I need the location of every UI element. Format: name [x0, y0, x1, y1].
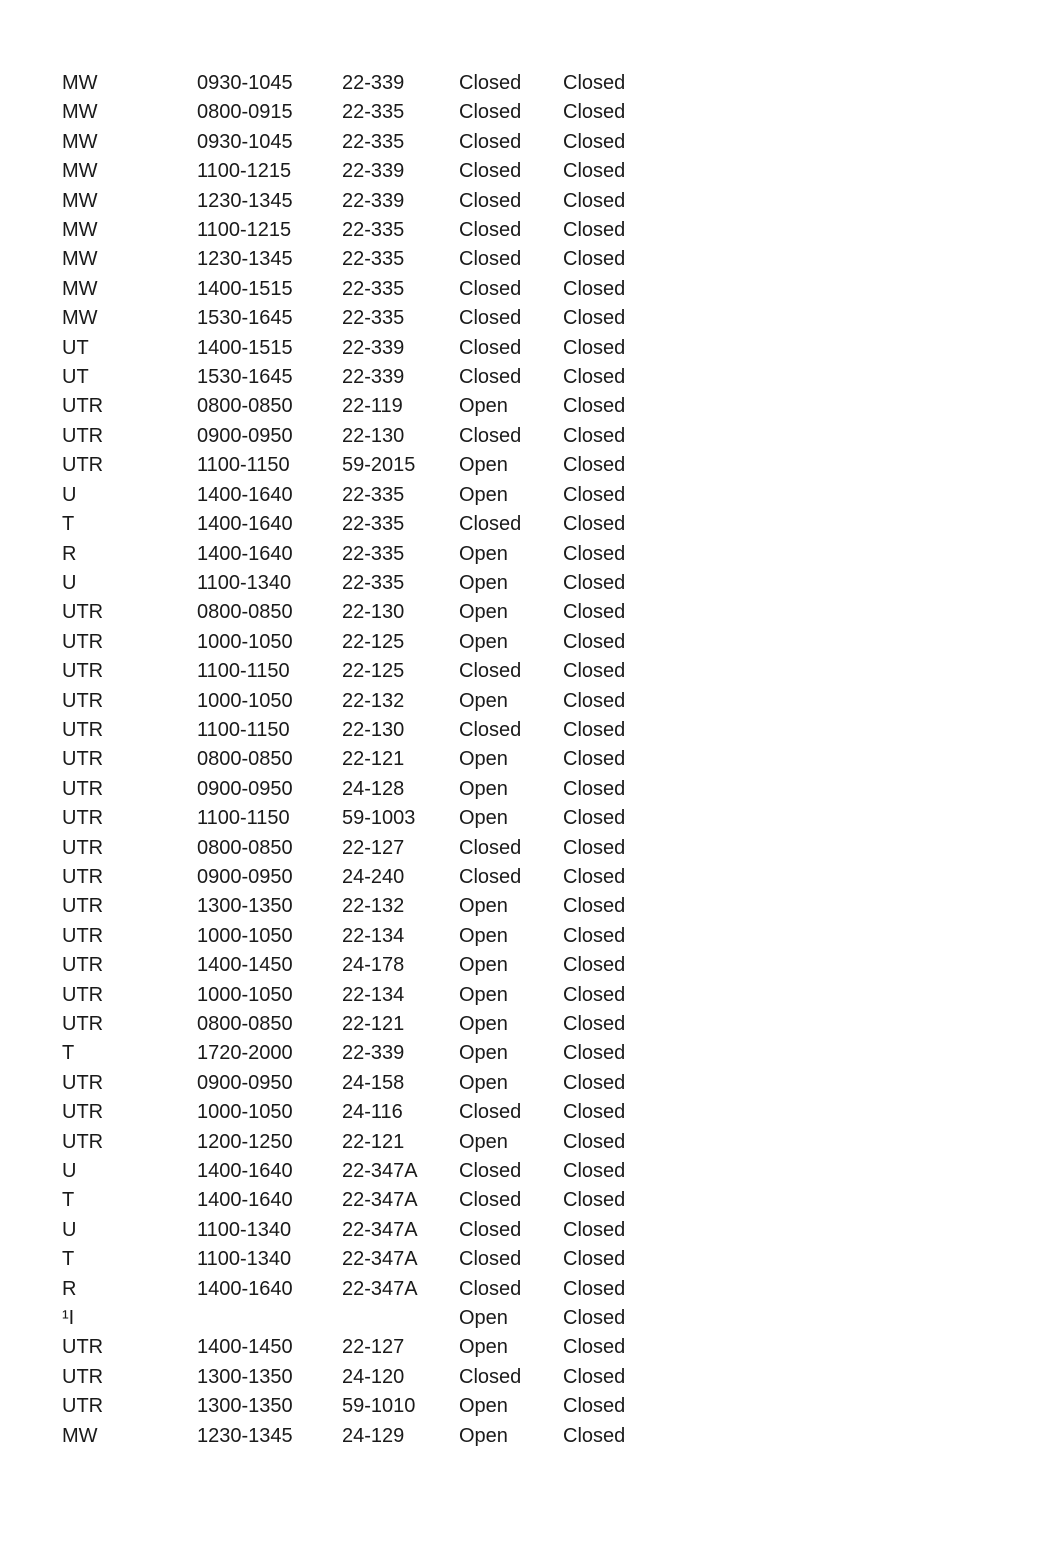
room-cell: 22-335	[342, 219, 405, 242]
days-cell: MW	[62, 101, 98, 124]
days-cell: UTR	[62, 1071, 104, 1094]
second-status-cell: Closed	[563, 1013, 626, 1035]
status-cell: Open	[459, 748, 508, 771]
days-cell: UTR	[62, 454, 104, 477]
table-row	[62, 598, 643, 627]
status-cell: Open	[459, 454, 508, 477]
days-cell: UTR	[62, 660, 104, 683]
time-cell: 0930-1045	[197, 130, 293, 153]
room-cell: 22-339	[342, 189, 405, 212]
time-cell	[197, 1304, 342, 1333]
time-cell: 1400-1640	[197, 1277, 293, 1300]
time-cell: 0900-0950	[197, 777, 293, 800]
days-cell: UTR	[62, 865, 104, 888]
days-cell: UTR	[62, 630, 104, 653]
table-row	[62, 1333, 643, 1362]
days-cell: T	[62, 1248, 75, 1271]
table-row	[62, 451, 643, 480]
time-cell: 1300-1350	[197, 1365, 293, 1388]
room-cell: 22-335	[342, 101, 405, 124]
table-row	[62, 745, 643, 774]
table-row	[62, 128, 643, 157]
second-status-cell: Closed	[563, 748, 626, 771]
second-status-cell: Closed	[563, 865, 626, 888]
room-cell: 22-335	[342, 542, 405, 565]
time-cell: 0800-0850	[197, 1013, 293, 1035]
table-row	[62, 334, 643, 363]
room-cell: 22-335	[342, 248, 405, 271]
room-cell: 24-240	[342, 865, 405, 888]
time-cell: 1300-1350	[197, 895, 293, 918]
room-cell: 22-335	[342, 307, 405, 330]
days-cell: U	[62, 1160, 77, 1183]
time-cell: 1400-1515	[197, 336, 293, 359]
days-cell: UTR	[62, 395, 104, 418]
table-row	[62, 1216, 643, 1245]
room-cell: 22-339	[342, 336, 405, 359]
second-status-cell: Closed	[563, 571, 626, 594]
room-cell: 24-128	[342, 777, 405, 800]
days-cell: UTR	[62, 777, 104, 800]
days-cell: UTR	[62, 718, 104, 741]
days-cell: UTR	[62, 689, 104, 712]
second-status-cell: Closed	[563, 513, 626, 536]
days-cell: MW	[62, 130, 98, 153]
status-cell: Open	[459, 1071, 508, 1094]
second-status-cell: Closed	[563, 483, 626, 506]
days-cell: U	[62, 483, 77, 506]
second-status-cell: Closed	[563, 1424, 626, 1447]
time-cell: 0800-0850	[197, 748, 293, 771]
days-cell: UTR	[62, 954, 104, 977]
second-status-cell: Closed	[563, 1218, 626, 1241]
time-cell: 1100-1150	[197, 660, 290, 683]
days-cell: UTR	[62, 924, 104, 947]
status-cell: Closed	[459, 718, 522, 741]
table-row	[62, 1186, 643, 1215]
second-status-cell: Closed	[563, 395, 626, 418]
status-cell: Closed	[459, 1101, 522, 1124]
days-cell: UT	[62, 366, 89, 389]
days-cell: MW	[62, 307, 98, 330]
status-cell: Closed	[459, 836, 522, 859]
second-status-cell: Closed	[563, 1042, 626, 1065]
status-cell: Open	[459, 1395, 508, 1418]
second-status-cell: Closed	[563, 1395, 626, 1418]
second-status-cell: Closed	[563, 1365, 626, 1388]
table-row	[62, 922, 643, 951]
time-cell: 1400-1640	[197, 1160, 293, 1183]
status-cell: Open	[459, 1013, 508, 1035]
time-cell: 1230-1345	[197, 189, 293, 212]
second-status-cell: Closed	[563, 924, 626, 947]
days-cell: UTR	[62, 1336, 104, 1359]
room-cell: 22-335	[342, 130, 405, 153]
time-cell: 1000-1050	[197, 689, 293, 712]
second-status-cell: Closed	[563, 454, 626, 477]
status-cell: Closed	[459, 1248, 522, 1271]
second-status-cell: Closed	[563, 189, 626, 212]
status-cell: Closed	[459, 424, 522, 447]
second-status-cell: Closed	[563, 1307, 626, 1330]
room-cell: 22-132	[342, 689, 405, 712]
status-cell: Open	[459, 1336, 508, 1359]
second-status-cell: Closed	[563, 807, 626, 830]
table-row	[62, 628, 643, 657]
second-status-cell: Closed	[563, 248, 626, 271]
status-cell: Closed	[459, 219, 522, 242]
table-row	[62, 69, 643, 98]
status-cell: Open	[459, 601, 508, 624]
second-status-cell: Closed	[563, 1101, 626, 1124]
second-status-cell: Closed	[563, 1160, 626, 1183]
table-row	[62, 1010, 643, 1039]
status-cell: Closed	[459, 101, 522, 124]
days-cell: T	[62, 1042, 75, 1065]
room-cell: 22-130	[342, 718, 405, 741]
second-status-cell: Closed	[563, 836, 626, 859]
time-cell: 1100-1150	[197, 718, 290, 741]
time-cell: 1720-2000	[197, 1042, 293, 1065]
time-cell: 0900-0950	[197, 424, 293, 447]
status-cell: Closed	[459, 1365, 522, 1388]
days-cell: MW	[62, 72, 98, 94]
days-cell: R	[62, 542, 77, 565]
table-row	[62, 804, 643, 833]
table-row	[62, 392, 643, 421]
status-cell: Closed	[459, 336, 522, 359]
status-cell: Open	[459, 983, 508, 1006]
days-cell: UTR	[62, 1013, 104, 1035]
second-status-cell: Closed	[563, 689, 626, 712]
status-cell: Open	[459, 1424, 508, 1447]
status-cell: Closed	[459, 513, 522, 536]
second-status-cell: Closed	[563, 601, 626, 624]
table-row	[62, 1039, 643, 1068]
table-row	[62, 892, 643, 921]
time-cell: 1230-1345	[197, 248, 293, 271]
table-row	[62, 1422, 643, 1451]
time-cell: 1400-1640	[197, 542, 293, 565]
second-status-cell: Closed	[563, 1189, 626, 1212]
table-row	[62, 422, 643, 451]
days-cell: MW	[62, 1424, 98, 1447]
time-cell: 1400-1450	[197, 954, 293, 977]
schedule-table	[62, 69, 643, 1451]
room-cell: 22-132	[342, 895, 405, 918]
room-cell: 22-121	[342, 1130, 405, 1153]
second-status-cell: Closed	[563, 542, 626, 565]
second-status-cell: Closed	[563, 777, 626, 800]
second-status-cell: Closed	[563, 130, 626, 153]
room-cell: 22-347A	[342, 1218, 418, 1241]
status-cell: Open	[459, 807, 508, 830]
room-cell: 22-127	[342, 1336, 405, 1359]
room-cell	[342, 1304, 459, 1333]
second-status-cell: Closed	[563, 72, 626, 94]
time-cell: 1300-1350	[197, 1395, 293, 1418]
status-cell: Open	[459, 954, 508, 977]
room-cell: 59-2015	[342, 454, 416, 477]
table-row	[62, 1128, 643, 1157]
time-cell: 0930-1045	[197, 72, 293, 94]
days-cell: MW	[62, 189, 98, 212]
time-cell: 1530-1645	[197, 307, 293, 330]
time-cell: 0800-0850	[197, 395, 293, 418]
room-cell: 22-347A	[342, 1277, 418, 1300]
time-cell: 1100-1150	[197, 454, 290, 477]
days-cell: UTR	[62, 807, 104, 830]
days-cell: MW	[62, 219, 98, 242]
second-status-cell: Closed	[563, 366, 626, 389]
second-status-cell: Closed	[563, 1336, 626, 1359]
days-cell: R	[62, 1277, 77, 1300]
status-cell: Open	[459, 483, 508, 506]
second-status-cell: Closed	[563, 660, 626, 683]
status-cell: Closed	[459, 366, 522, 389]
second-status-cell: Closed	[563, 954, 626, 977]
days-cell: UTR	[62, 1130, 104, 1153]
status-cell: Closed	[459, 1189, 522, 1212]
room-cell: 22-134	[342, 924, 405, 947]
second-status-cell: Closed	[563, 307, 626, 330]
room-cell: 24-129	[342, 1424, 405, 1447]
table-row	[62, 304, 643, 333]
table-row	[62, 157, 643, 186]
table-row	[62, 1392, 643, 1421]
days-cell: T	[62, 1189, 75, 1212]
days-cell: UT	[62, 336, 89, 359]
second-status-cell: Closed	[563, 219, 626, 242]
schedule-table-body	[62, 69, 643, 1451]
status-cell: Closed	[459, 660, 522, 683]
room-cell: 22-335	[342, 513, 405, 536]
time-cell: 1400-1515	[197, 277, 293, 300]
status-cell: Closed	[459, 1160, 522, 1183]
status-cell: Closed	[459, 130, 522, 153]
time-cell: 1000-1050	[197, 630, 293, 653]
second-status-cell: Closed	[563, 630, 626, 653]
time-cell: 1200-1250	[197, 1130, 293, 1153]
table-row	[62, 1363, 643, 1392]
table-row	[62, 187, 643, 216]
room-cell: 22-335	[342, 483, 405, 506]
room-cell: 22-119	[342, 395, 403, 418]
status-cell: Closed	[459, 160, 522, 183]
time-cell: 1100-1340	[197, 1218, 292, 1241]
room-cell: 22-130	[342, 424, 405, 447]
days-cell: ¹I	[62, 1307, 75, 1330]
time-cell: 1100-1340	[197, 1248, 292, 1271]
table-row	[62, 834, 643, 863]
table-row	[62, 657, 643, 686]
table-row	[62, 1304, 643, 1333]
table-row	[62, 1098, 643, 1127]
time-cell: 1100-1215	[197, 160, 292, 183]
room-cell: 22-339	[342, 366, 405, 389]
status-cell: Open	[459, 777, 508, 800]
time-cell: 0900-0950	[197, 865, 293, 888]
time-cell: 1100-1150	[197, 807, 290, 830]
room-cell: 24-120	[342, 1365, 405, 1388]
status-cell: Closed	[459, 72, 522, 94]
time-cell: 0900-0950	[197, 1071, 293, 1094]
table-row	[62, 1157, 643, 1186]
room-cell: 59-1010	[342, 1395, 416, 1418]
table-row	[62, 216, 643, 245]
days-cell: U	[62, 1218, 77, 1241]
room-cell: 22-347A	[342, 1248, 418, 1271]
table-row	[62, 1275, 643, 1304]
status-cell: Open	[459, 895, 508, 918]
status-cell: Closed	[459, 307, 522, 330]
room-cell: 59-1003	[342, 807, 416, 830]
second-status-cell: Closed	[563, 1071, 626, 1094]
days-cell: UTR	[62, 601, 104, 624]
status-cell: Open	[459, 630, 508, 653]
days-cell: UTR	[62, 895, 104, 918]
table-row	[62, 863, 643, 892]
days-cell: UTR	[62, 836, 104, 859]
days-cell: UTR	[62, 1365, 104, 1388]
status-cell: Open	[459, 689, 508, 712]
second-status-cell: Closed	[563, 277, 626, 300]
time-cell: 0800-0850	[197, 601, 293, 624]
room-cell: 24-158	[342, 1071, 405, 1094]
status-cell: Closed	[459, 277, 522, 300]
status-cell: Closed	[459, 1218, 522, 1241]
room-cell: 22-125	[342, 630, 405, 653]
time-cell: 1400-1450	[197, 1336, 293, 1359]
table-row	[62, 951, 643, 980]
time-cell: 0800-0915	[197, 101, 293, 124]
time-cell: 1100-1215	[197, 219, 292, 242]
time-cell: 1100-1340	[197, 571, 292, 594]
status-cell: Closed	[459, 189, 522, 212]
status-cell: Open	[459, 924, 508, 947]
time-cell: 1230-1345	[197, 1424, 293, 1447]
table-row	[62, 245, 643, 274]
room-cell: 22-127	[342, 836, 405, 859]
days-cell: MW	[62, 248, 98, 271]
time-cell: 1400-1640	[197, 513, 293, 536]
second-status-cell: Closed	[563, 895, 626, 918]
room-cell: 22-339	[342, 1042, 405, 1065]
room-cell: 22-339	[342, 72, 405, 94]
second-status-cell: Closed	[563, 1277, 626, 1300]
time-cell: 1400-1640	[197, 483, 293, 506]
status-cell: Open	[459, 1307, 508, 1330]
second-status-cell: Closed	[563, 1130, 626, 1153]
room-cell: 22-347A	[342, 1189, 418, 1212]
second-status-cell: Closed	[563, 983, 626, 1006]
time-cell: 1400-1640	[197, 1189, 293, 1212]
days-cell: UTR	[62, 983, 104, 1006]
second-status-cell: Closed	[563, 336, 626, 359]
status-cell: Open	[459, 571, 508, 594]
room-cell: 22-335	[342, 571, 405, 594]
table-row	[62, 775, 643, 804]
days-cell: MW	[62, 160, 98, 183]
second-status-cell: Closed	[563, 101, 626, 124]
days-cell: T	[62, 513, 75, 536]
time-cell: 1000-1050	[197, 1101, 293, 1124]
days-cell: MW	[62, 277, 98, 300]
time-cell: 1000-1050	[197, 983, 293, 1006]
table-row	[62, 98, 643, 127]
table-row	[62, 1069, 643, 1098]
room-cell: 22-130	[342, 601, 405, 624]
days-cell: UTR	[62, 748, 104, 771]
status-cell: Closed	[459, 248, 522, 271]
table-row	[62, 569, 643, 598]
room-cell: 24-116	[342, 1101, 403, 1124]
table-row	[62, 363, 643, 392]
status-cell: Open	[459, 1042, 508, 1065]
status-cell: Closed	[459, 865, 522, 888]
table-row	[62, 481, 643, 510]
status-cell: Open	[459, 395, 508, 418]
room-cell: 22-121	[342, 1013, 405, 1035]
second-status-cell: Closed	[563, 160, 626, 183]
room-cell: 22-125	[342, 660, 405, 683]
room-cell: 22-347A	[342, 1160, 418, 1183]
room-cell: 24-178	[342, 954, 405, 977]
second-status-cell: Closed	[563, 718, 626, 741]
table-row	[62, 1245, 643, 1274]
room-cell: 22-134	[342, 983, 405, 1006]
table-row	[62, 510, 643, 539]
time-cell: 1000-1050	[197, 924, 293, 947]
table-row	[62, 275, 643, 304]
days-cell: UTR	[62, 1101, 104, 1124]
status-cell: Closed	[459, 1277, 522, 1300]
status-cell: Open	[459, 1130, 508, 1153]
table-row	[62, 687, 643, 716]
days-cell: UTR	[62, 1395, 104, 1418]
room-cell: 22-121	[342, 748, 405, 771]
second-status-cell: Closed	[563, 1248, 626, 1271]
table-row	[62, 981, 643, 1010]
time-cell: 1530-1645	[197, 366, 293, 389]
time-cell: 0800-0850	[197, 836, 293, 859]
status-cell: Open	[459, 542, 508, 565]
second-status-cell: Closed	[563, 424, 626, 447]
room-cell: 22-335	[342, 277, 405, 300]
table-row	[62, 716, 643, 745]
room-cell: 22-339	[342, 160, 405, 183]
table-row	[62, 540, 643, 569]
days-cell: U	[62, 571, 77, 594]
days-cell: UTR	[62, 424, 104, 447]
